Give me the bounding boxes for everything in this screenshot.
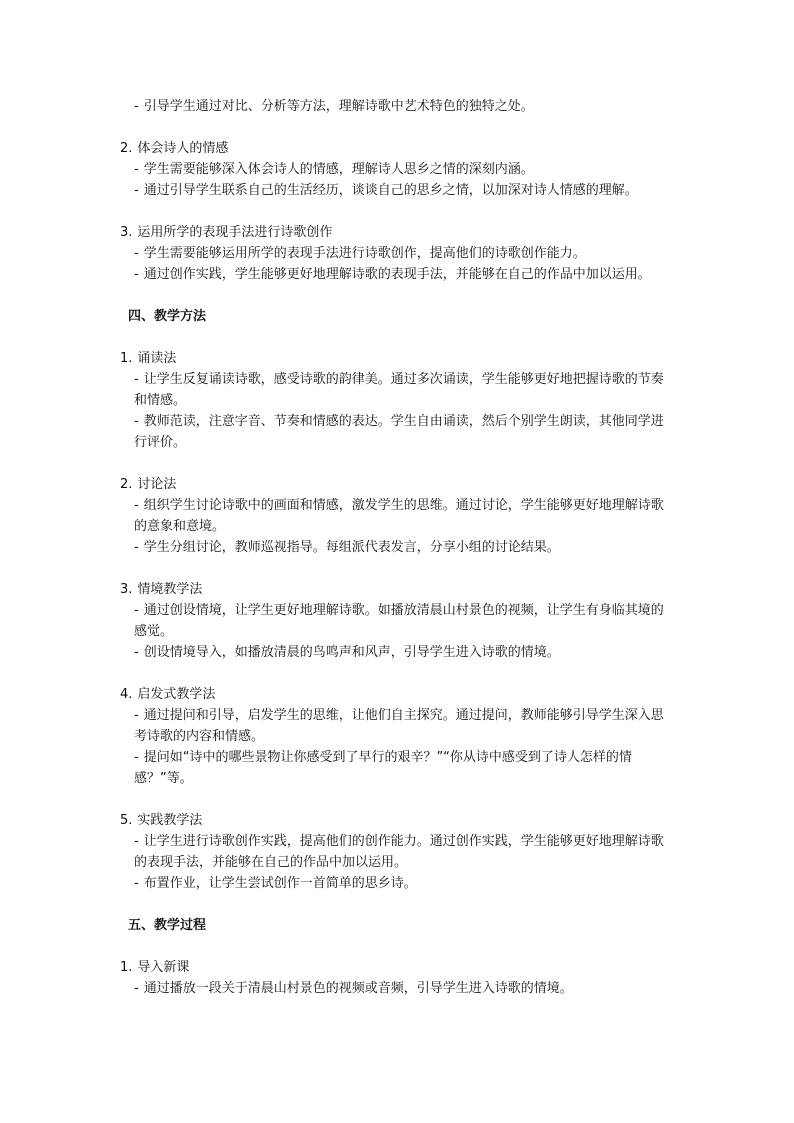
method-item-3 bbox=[120, 579, 676, 663]
document-page bbox=[120, 96, 676, 999]
list-item: - 让学生反复诵读诗歌，感受诗歌的韵律美。通过多次诵读，学生能够更好地把握诗歌的节奏和情感。 bbox=[134, 372, 664, 408]
intro-bullet: - 引导学生通过对比、分析等方法，理解诗歌中艺术特色的独特之处。 bbox=[134, 99, 534, 114]
method-item-4 bbox=[120, 684, 676, 789]
method-item-title: 1. 诵读法 bbox=[120, 351, 177, 366]
list-item: - 学生需要能够运用所学的表现手法进行诗歌创作，提高他们的诗歌创作能力。 bbox=[134, 246, 586, 261]
list-item: - 布置作业，让学生尝试创作一首简单的思乡诗。 bbox=[134, 876, 417, 891]
method-item-1 bbox=[120, 348, 676, 453]
list-item: - 教师范读，注意字音、节奏和情感的表达。学生自由诵读，然后个别学生朗读，其他同学进行评价。 bbox=[134, 414, 664, 450]
method-item-title: 5. 实践教学法 bbox=[120, 813, 203, 828]
section-title-teaching-process: 五、教学过程 bbox=[128, 918, 207, 933]
method-item-title: 2. 讨论法 bbox=[120, 477, 177, 492]
objective-item-3 bbox=[120, 222, 676, 285]
process-item-title: 1. 导入新课 bbox=[120, 960, 190, 975]
method-item-title: 4. 启发式教学法 bbox=[120, 687, 216, 702]
list-item: - 学生分组讨论，教师巡视指导。每组派代表发言，分享小组的讨论结果。 bbox=[134, 540, 560, 555]
list-item: - 通过创作实践，学生能够更好地理解诗歌的表现手法，并能够在自己的作品中加以运用。 bbox=[134, 267, 651, 282]
process-item-1 bbox=[120, 957, 676, 999]
method-item-5 bbox=[120, 810, 676, 894]
list-item: - 让学生进行诗歌创作实践，提高他们的创作能力。通过创作实践，学生能够更好地理解诗歌的表现手法，并能够在自己的作品中加以运用。 bbox=[134, 834, 664, 870]
list-item: - 通过创设情境，让学生更好地理解诗歌。如播放清晨山村景色的视频，让学生有身临其境的感觉。 bbox=[134, 603, 664, 639]
method-item-title: 3. 情境教学法 bbox=[120, 582, 203, 597]
objective-item-2 bbox=[120, 138, 676, 201]
list-item: - 提问如“诗中的哪些景物让你感受到了早行的艰辛？”“你从诗中感受到了诗人怎样的情感？”等。 bbox=[134, 750, 632, 786]
section-title-teaching-methods: 四、教学方法 bbox=[128, 309, 207, 324]
list-item: - 通过引导学生联系自己的生活经历，谈谈自己的思乡之情，以加深对诗人情感的理解。 bbox=[134, 183, 638, 198]
list-item: - 组织学生讨论诗歌中的画面和情感，激发学生的思维。通过讨论，学生能够更好地理解诗歌的意象和意境。 bbox=[134, 498, 664, 534]
list-item: - 通过提问和引导，启发学生的思维，让他们自主探究。通过提问，教师能够引导学生深入思考诗歌的内容和情感。 bbox=[134, 708, 664, 744]
objective-item-title: 2. 体会诗人的情感 bbox=[120, 141, 229, 156]
method-item-2 bbox=[120, 474, 676, 558]
objective-item-title: 3. 运用所学的表现手法进行诗歌创作 bbox=[120, 225, 333, 240]
list-item: - 学生需要能够深入体会诗人的情感，理解诗人思乡之情的深刻内涵。 bbox=[134, 162, 534, 177]
list-item: - 通过播放一段关于清晨山村景色的视频或音频，引导学生进入诗歌的情境。 bbox=[134, 981, 573, 996]
list-item: - 创设情境导入，如播放清晨的鸟鸣声和风声，引导学生进入诗歌的情境。 bbox=[134, 645, 560, 660]
